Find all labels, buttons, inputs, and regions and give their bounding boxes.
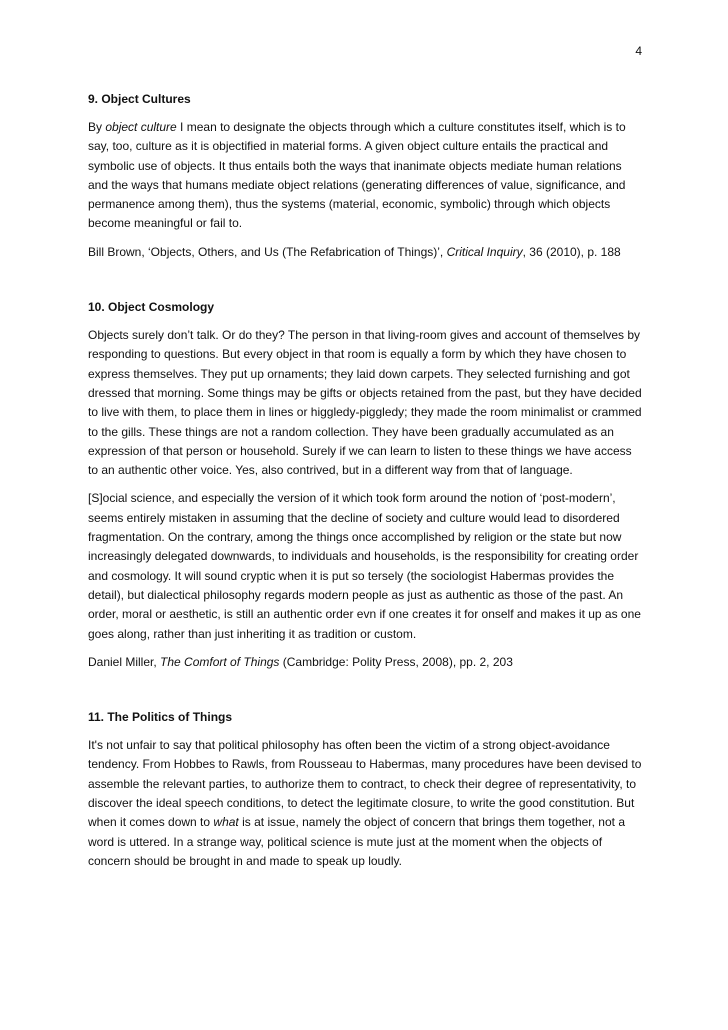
page-content — [88, 90, 644, 907]
section-object-cultures — [88, 90, 644, 262]
page-number: 4 — [635, 44, 642, 58]
italic-run: Critical Inquiry — [446, 244, 523, 259]
text-run: , 36 (2010), p. 188 — [522, 244, 621, 259]
italic-run: what — [213, 815, 239, 830]
paragraph — [88, 326, 644, 480]
italic-run: The Comfort of Things — [160, 654, 280, 669]
section-object-cosmology — [88, 298, 644, 672]
text-run: (Cambridge: Polity Press, 2008), pp. 2, 203 — [279, 654, 513, 669]
citation — [88, 243, 644, 262]
text-run: By — [88, 120, 106, 134]
text-run: I mean to designate the objects through which a culture constitutes itself, which is to say, too, culture as it is objectified in material forms. A given object culture entails the practical and symbolic use of objects. It thus entails both the ways that inanimate objects mediate human relations and the ways that humans mediate object relations (generating differences of value, significance, and permanence among them), thus the systems (material, economic, symbolic) through which objects become meaningful or fail to. — [88, 120, 626, 231]
section-politics-of-things — [88, 708, 644, 871]
paragraph — [88, 736, 644, 871]
paragraph — [88, 489, 644, 643]
section-heading: 11. The Politics of Things — [88, 710, 233, 725]
text-run: is at issue, namely the object of concern that brings them together, not a word is uttered. In a strange way, political science is mute just at the moment when the objects of concern should be brought in and made to speak up loudly. — [88, 815, 625, 868]
citation — [88, 653, 644, 672]
text-run: Bill Brown, ‘Objects, Others, and Us (The Refabrication of Things)’, — [88, 244, 447, 259]
paragraph — [88, 118, 644, 234]
italic-run: object culture — [105, 120, 177, 134]
text-run: [S]ocial science, and especially the version of it which took form around the notion of ‘post-modern’, seems entirely mistaken in assuming that the decline of society and culture would lead to disordered fragmentation. On the contrary, among the things once accomplished by religion or the state but now increasingly delegated downwards, to individuals and households, is the responsibility for creating order and cosmology. It will sound cryptic when it is put so tersely (the sociologist Habermas provides the detail), but dialectical philosophy regards modern people as just as authentic as those of the past. An order, moral or aesthetic, is still an authentic order evn if one creates it for onself and makes it up as one goes along, rather than just inheriting it as tradition or custom. — [88, 491, 641, 641]
section-heading: 10. Object Cosmology — [88, 300, 215, 315]
section-heading: 9. Object Cultures — [88, 92, 191, 106]
text-run: Daniel Miller, — [88, 654, 161, 669]
text-run: Objects surely don’t talk. Or do they? The person in that living-room gives and account of themselves by responding to questions. But every object in that room is equally a form by which they have chosen to express themselves. They put up ornaments; they laid down carpets. They selected furnishing and got dressed that morning. Some things may be gifts or objects retained from the past, but they have decided to live with them, to place them in lines or higgledy-piggledy; they made the room minimalist or crammed to the gills. These things are not a random collection. They have been gradually accumulated as an expression of that person or household. Surely if we can learn to listen to these things we have access to an authentic other voice. Yes, also contrived, but in a different way from that of language. — [88, 328, 642, 478]
text-run: It's not unfair to say that political philosophy has often been the victim of a strong object-avoidance tendency. From Hobbes to Rawls, from Rousseau to Habermas, many procedures have been devised to assemble the relevant parties, to authorize them to contract, to check their degree of representativity, to discover the ideal speech conditions, to detect the legitimate closure, to write the good constitution. But when it comes down to — [88, 738, 642, 830]
